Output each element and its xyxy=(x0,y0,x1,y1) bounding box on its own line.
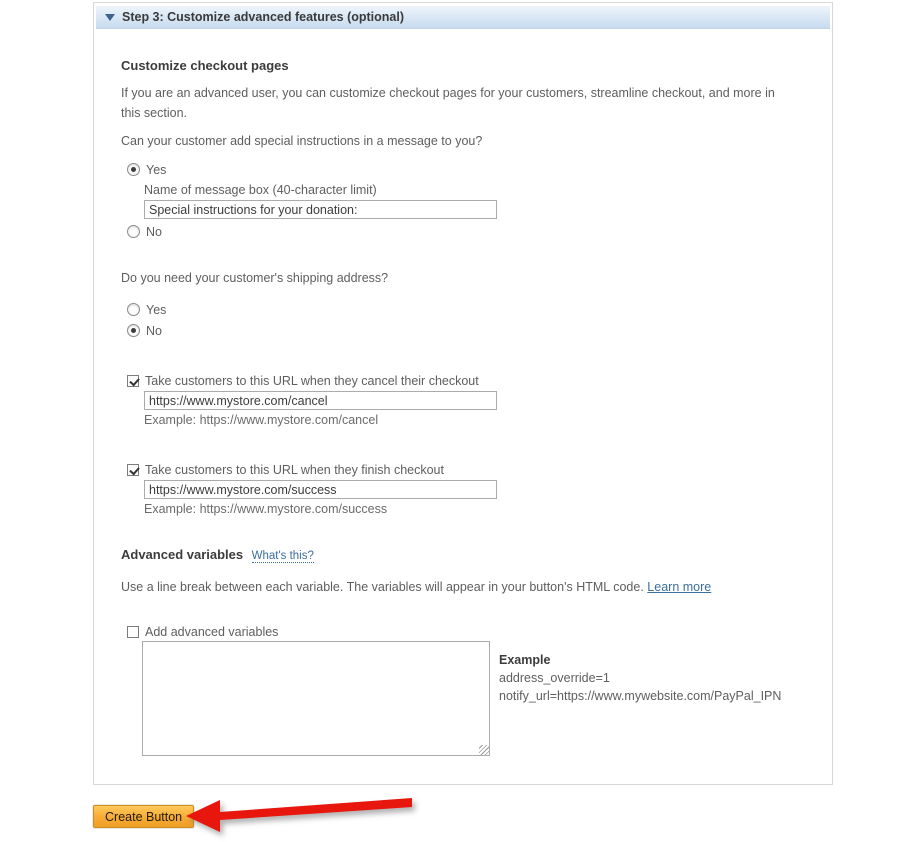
advanced-example-line1: address_override=1 xyxy=(499,671,610,685)
shipping-yes-radio[interactable] xyxy=(127,303,140,316)
finish-url-checkbox[interactable] xyxy=(127,464,139,476)
shipping-question: Do you need your customer's shipping address? xyxy=(121,271,389,285)
cancel-url-checkbox[interactable] xyxy=(127,375,139,387)
special-instructions-no-label[interactable]: No xyxy=(146,224,162,239)
finish-url-example: Example: https://www.mystore.com/success xyxy=(144,502,388,516)
checkout-pages-heading: Customize checkout pages xyxy=(121,58,289,73)
shipping-yes-row xyxy=(127,302,166,317)
shipping-yes-label[interactable]: Yes xyxy=(146,302,167,317)
textarea-resize-handle[interactable] xyxy=(479,745,489,755)
advanced-variables-heading-row xyxy=(121,547,314,562)
finish-url-label[interactable]: Take customers to this URL when they finish checkout xyxy=(145,462,444,477)
advanced-variables-textarea[interactable] xyxy=(142,641,490,756)
special-instructions-yes-label[interactable]: Yes xyxy=(146,162,167,177)
cancel-url-example: Example: https://www.mystore.com/cancel xyxy=(144,413,379,427)
special-instructions-no-radio[interactable] xyxy=(127,225,140,238)
whats-this-link[interactable]: What's this? xyxy=(251,550,314,562)
shipping-no-row xyxy=(127,323,162,338)
step3-accordion-header[interactable] xyxy=(96,6,830,29)
add-advanced-variables-checkbox[interactable] xyxy=(127,626,139,638)
special-instructions-question: Can your customer add special instructions in a message to you? xyxy=(121,134,483,148)
advanced-example-block xyxy=(499,651,781,705)
create-button[interactable]: Create Button xyxy=(93,805,194,828)
special-instructions-yes-radio[interactable] xyxy=(127,163,140,176)
cancel-url-input[interactable] xyxy=(144,391,497,410)
advanced-example-line2: notify_url=https://www.mywebsite.com/PayPal_IPN xyxy=(499,689,782,703)
shipping-no-label[interactable]: No xyxy=(146,323,162,338)
advanced-example-heading: Example xyxy=(499,653,551,667)
step3-title: Step 3: Customize advanced features (optional) xyxy=(122,10,404,24)
cancel-url-row xyxy=(127,373,479,388)
checkout-pages-intro: If you are an advanced user, you can customize checkout pages for your customers, streamline checkout, and more in this section. xyxy=(121,86,775,120)
cancel-url-label[interactable]: Take customers to this URL when they cancel their checkout xyxy=(145,373,479,388)
add-advanced-variables-row xyxy=(127,624,278,639)
advanced-variables-heading: Advanced variables xyxy=(121,547,244,562)
shipping-no-radio[interactable] xyxy=(127,324,140,337)
collapse-triangle-icon xyxy=(105,14,115,21)
finish-url-input[interactable] xyxy=(144,480,497,499)
special-instructions-no-row xyxy=(127,224,162,239)
red-arrow-annotation xyxy=(183,793,415,837)
finish-url-row xyxy=(127,462,444,477)
special-instructions-yes-row xyxy=(127,162,166,177)
add-advanced-variables-label[interactable]: Add advanced variables xyxy=(145,624,279,639)
message-box-input[interactable] xyxy=(144,200,497,219)
message-box-label: Name of message box (40-character limit) xyxy=(144,183,377,197)
advanced-variables-intro-row xyxy=(121,580,711,594)
advanced-variables-intro: Use a line break between each variable. The variables will appear in your button's HTML code. xyxy=(121,580,644,594)
learn-more-link[interactable]: Learn more xyxy=(647,580,712,594)
step3-panel xyxy=(93,2,833,785)
